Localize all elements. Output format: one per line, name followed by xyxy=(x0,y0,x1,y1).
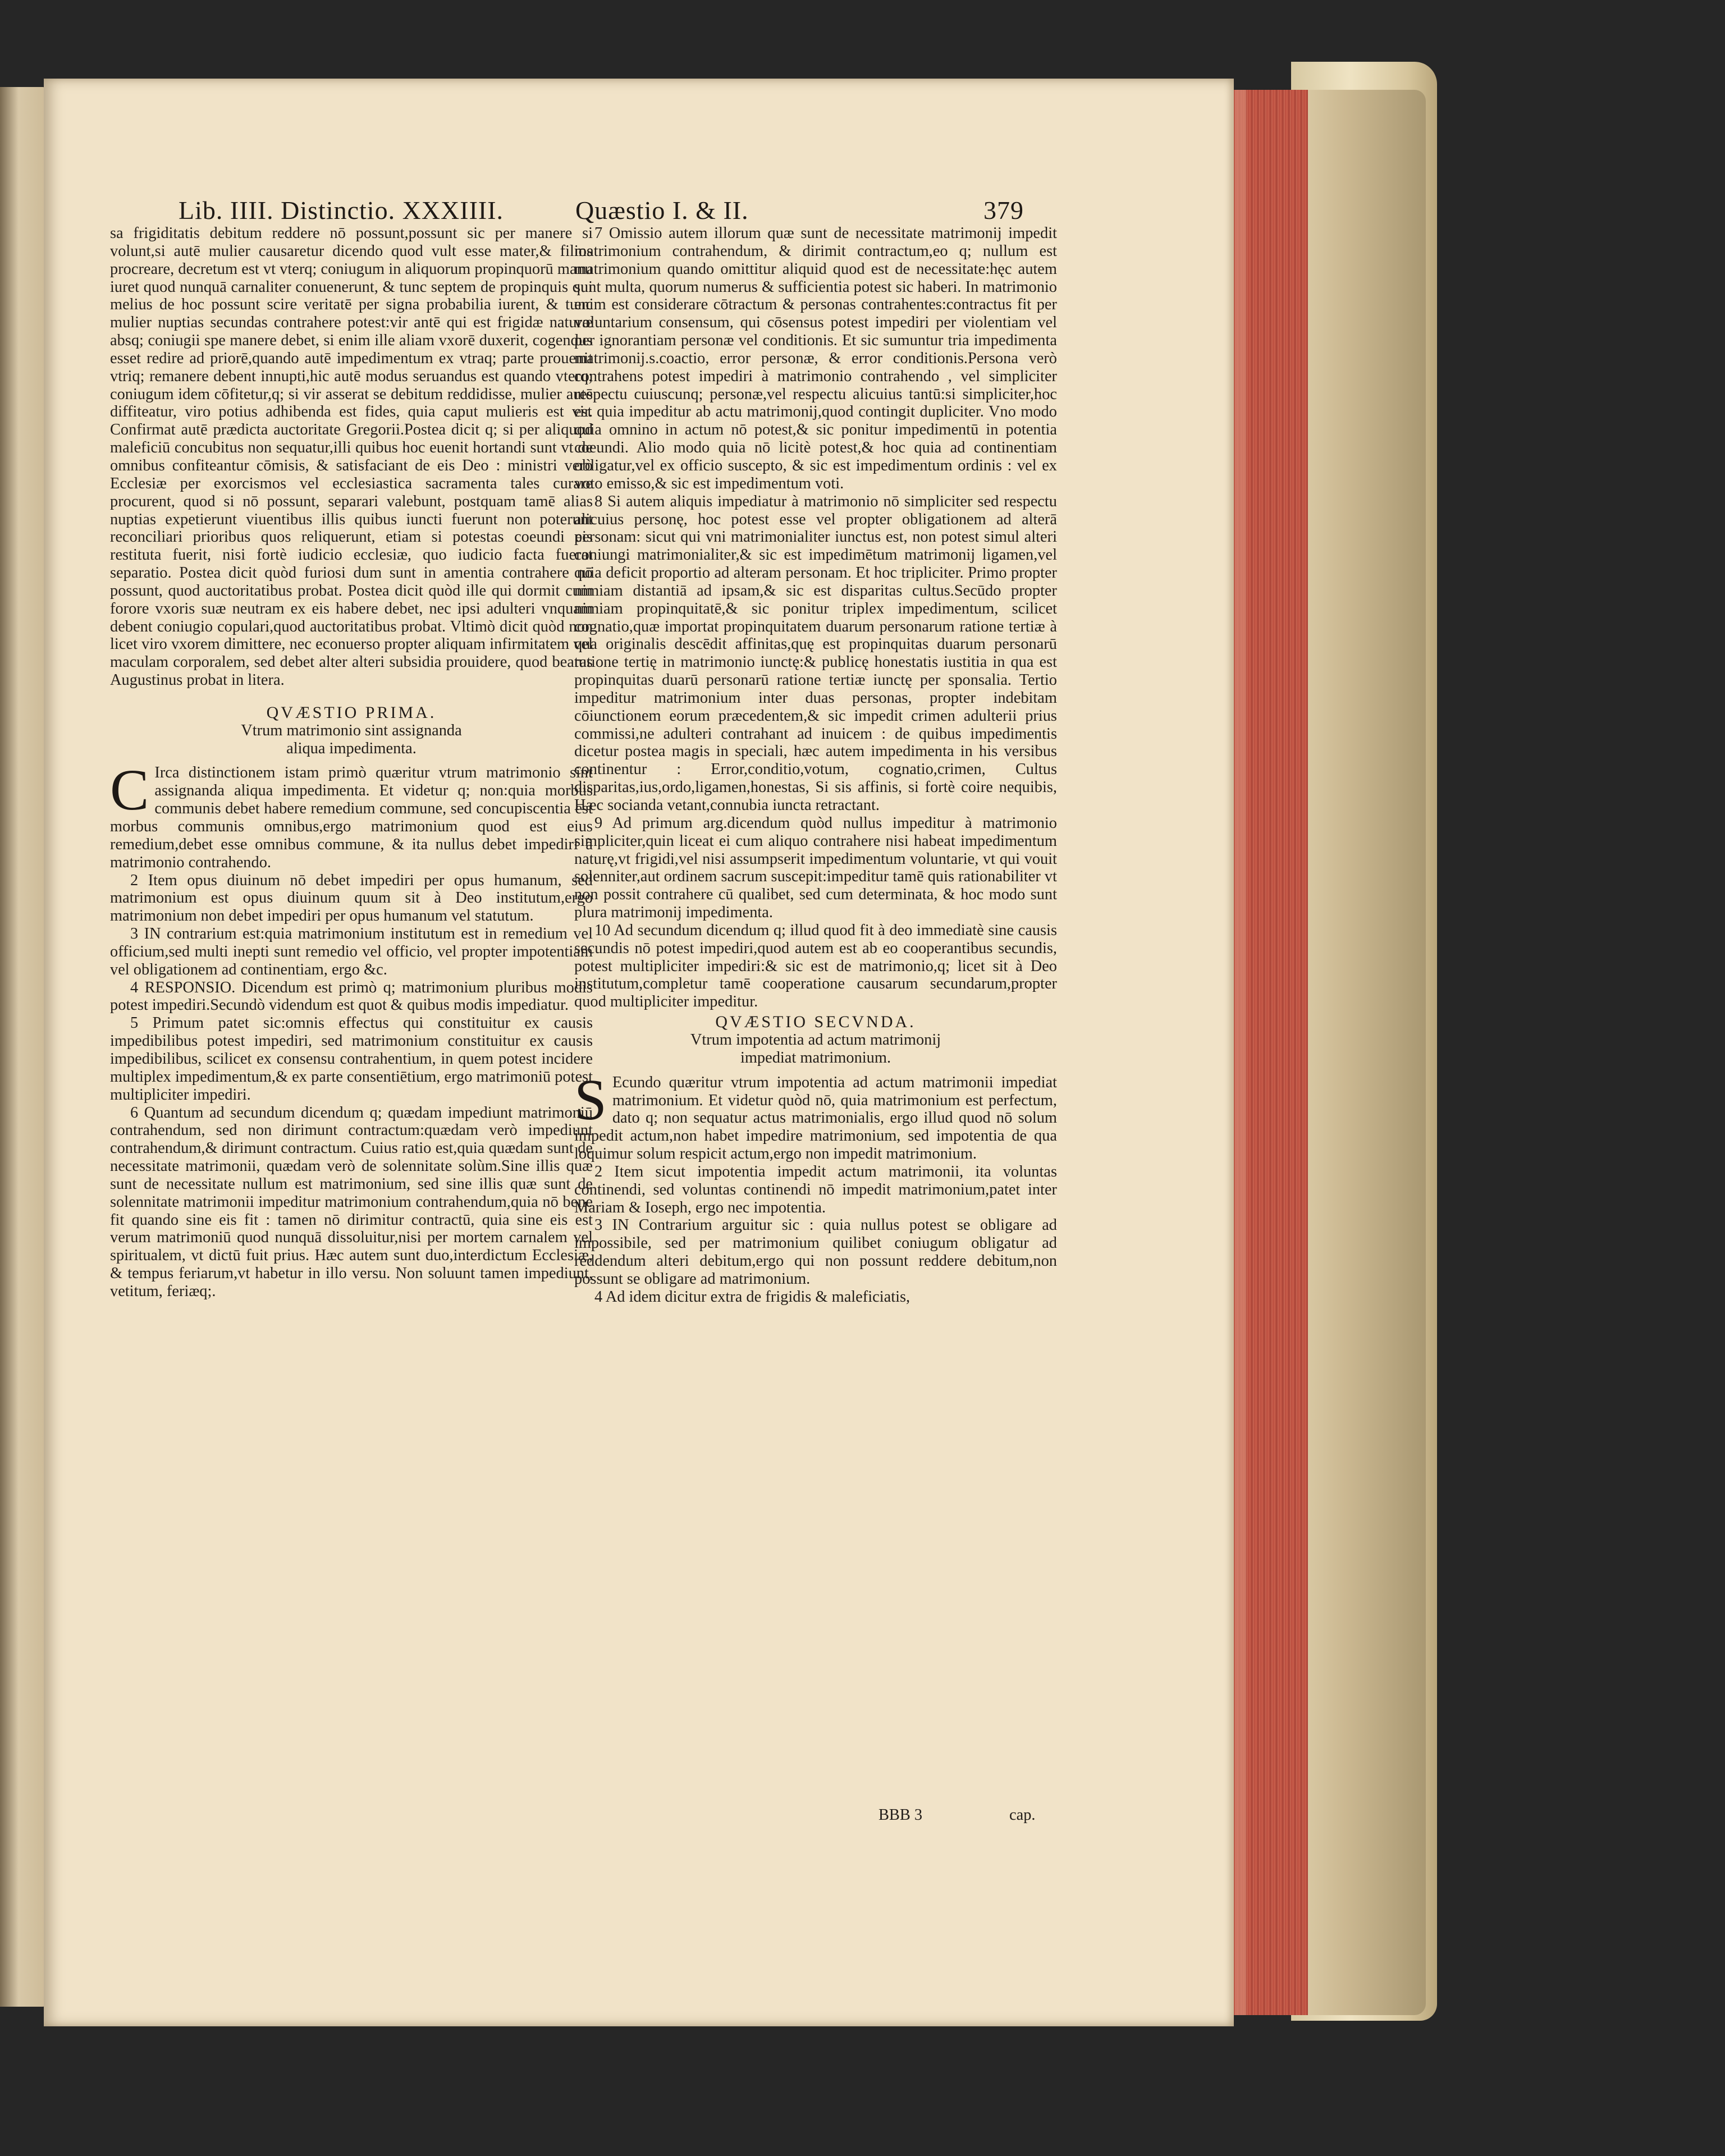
right-column xyxy=(574,225,1057,1306)
drop-capital: C xyxy=(110,758,149,823)
question-title-line: impediat matrimonium. xyxy=(740,1049,891,1066)
paragraph-text: Irca distinctionem istam primò quæritur vtrum matrimonio sint assignanda aliqua impedimenta. Et videtur q; non:quia morbus communis debet habere remedium commune, sed concupiscentia est morbus communis omnibus,ergo matrimonium quod est eius remedium,debet esse omnibus commune, & ita nullus debet impediri à matrimonio contrahendo. xyxy=(110,764,593,871)
question-title-line: Vtrum impotentia ad actum matrimonij xyxy=(690,1031,941,1049)
drop-capital: S xyxy=(574,1067,607,1132)
left-column xyxy=(110,225,593,1301)
paragraph: 3 IN Contrarium arguitur sic : quia nullus potest se obligare ad impossibile, sed per matrimonium quilibet coniugum obligatur ad reddendum alteri debitum,ergo qui non possunt reddere debitum,non possunt se obligare ad matrimonium. xyxy=(574,1216,1057,1288)
paragraph: 8 Si autem aliquis impediatur à matrimonio nō simpliciter sed respectu alicuius personę, hoc potest esse vel propter obligationem ad alterā personam: sicut qui vni matrimonialiter iunctus est, non potest simul alteri coniungi matrimonialiter,& sic est impedimētum matrimonij ligamen,vel quia deficit proportio ad alteram personam. Et hoc tripliciter. Primo propter nimiam distantiā ad ipsam,& sic est disparitas cultus.Secūdo propter nimiam propinquitatē,& sic ponitur triplex impedimentum, scilicet cognatio,quæ importat propinquitatem duarum personarum ratione tertiæ à qua originalis descēdit affinitas,quę est propinquitas duarum personarū ratione tertię in matrimonio iunctę:& publicę honestatis iustitia in qua est propinquitas duarū personarū ratione tertiæ iunctę per sponsalia. Tertio impeditur matrimonium inter duas personas, propter indebitam cōiunctionem eorum præcedentem,& sic impedit crimen adulterii prius commissi,ne adulteri contrahant ad inuicem : de quibus impedimentis dicetur postea magis in speciali, hæc autem impedimenta in his versibus continentur : Error,conditio,votum, cognatio,crimen, Cultus disparitas,ius,ordo,ligamen,honestas, Si sis affinis, si fortè coire nequibis, Hæc socianda vetant,connubia iuncta retractant. xyxy=(574,492,1057,814)
question-heading: QVÆSTIO SECVNDA. xyxy=(715,1013,916,1032)
paragraph: 5 Primum patet sic:omnis effectus qui constituitur ex causis impedibilibus potest impediri, sed matrimonium constituitur ex causis impedibilibus, scilicet ex consensu contrahentium, in quem potest incidere multiplex impedimentum,& ex parte consentiētium, ergo matrimoniū potest multipliciter impediri. xyxy=(110,1014,593,1104)
folio-number: 379 xyxy=(983,196,1024,225)
paragraph: 2 Item opus diuinum nō debet impediri per opus humanum, sed matrimonium est opus diuinum quum sit à Deo institutum,ergo matrimonium non debet impediri per opus humanum vel statutum. xyxy=(110,871,593,925)
paragraph: 4 Ad idem dicitur extra de frigidis & maleficiatis, xyxy=(594,1288,910,1306)
signature-mark: BBB 3 xyxy=(878,1806,923,1824)
question-title-line: Vtrum matrimonio sint assignanda xyxy=(241,721,462,739)
paragraph: sa frigiditatis debitum reddere nō possunt,possunt sic per manere si volunt,si autē mulier causaretur dicendo quod vult esse mater,& filios procreare, decretum est vt vterq; coniugum in aliquorum propinquorū manu iuret quod nunquā carnaliter conuenerunt, & tunc septem de propinquis qui melius de hoc possunt scire veritatē per signa probabilia iurent, & tunc mulier nuptias secundas contrahere potest:vir antē qui est frigidæ naturæ absq; coniugii spe manere debet, si enim ille aliam vxorē duxerit, cogendus esset redire ad priorē,quando autē impedimentum ex vtraq; parte prouenit vtriq; remanere debent innupti,hic autē modus seruandus est quando vterq; coniugum idem cōfitetur,q; si vir asserat se debitum reddidisse, mulier autē diffiteatur, viro potius adhibenda est fides, quia caput mulieris est vir. Confirmat autē prædicta auctoritate Gregorii.Postea dicit q; si per aliquod maleficiū concubitus non sequatur,illi quibus hoc euenit hortandi sunt vt de omnibus confiteantur cōmisis, & satisfaciant de eis Deo : ministri verò Ecclesiæ per exorcismos vel ecclesiastica sacramenta tales curare procurent, quod si nō possunt, separari valebunt, postquam tamē alias nuptias expetierunt viuentibus illis quibus iuncti fuerunt non poterunt reconciliari prioribus quos reliquerunt, etiam si potestas coeundi eis restituta fuerit, nisi fortè iudicio ecclesiæ, quo iudicio facta fuerat separatio. Postea dicit quòd furiosi dum sunt in amentia contrahere nō possunt, quod auctoritatibus probat. Postea dicit quòd ille qui dormit cum forore vxoris suæ neutram ex eis habere debet, nec ipsi adulteri vnquam debent coniugio copulari,quod auctoritatibus probat. Vltimò dicit quòd non licet viro vxorem dimittere, nec econuerso propter aliquam infirmitatem vel maculam corporalem, sed debet alter alteri subsidia prouidere, quod beatus Augustinus probat in litera. xyxy=(110,225,593,689)
paragraph: 10 Ad secundum dicendum q; illud quod fit à deo immediatè sine causis secundis nō potest impediri,quod autem est ab eo cooperantibus secundis, potest multipliciter impediri:& sic est de matrimonio,q; licet sit à Deo institutum,completur tamē cooperatione causarum secundarum,propter quod multipliciter impeditur. xyxy=(574,921,1057,1011)
paragraph xyxy=(574,1067,1057,1163)
running-head-question: Quæstio I. & II. xyxy=(575,196,749,225)
paragraph: 7 Omissio autem illorum quæ sunt de necessitate matrimonij impedit matrimonium contrahendum, & dirimit contractum,eo q; nullum est matrimonium quando omittitur aliquid quod est de necessitate:hęc autem sunt multa, quorum numerus & sufficientia potest sic haberi. In matrimonio enim est considerare cōtractum & personas contrahentes:contractus fit per voluntarium consensum, qui cōsensus potest impediri per violentiam vel per ignorantiam personæ vel conditionis. Et sic sumuntur tria impedimenta matrimonij.s.coactio, error personæ, & error conditionis.Persona verò contrahens potest impediri à matrimonio contrahendo , vel simpliciter respectu cuiuscunq; personæ,vel respectu alicuius tantū:si simpliciter,hoc est quia impeditur ab actu matrimonij,quod contingit dupliciter. Vno modo quia omnino in actum nō potest,& sic ponitur impedimentū in potentia coeundi. Alio modo quia nō licitè potest,& hoc quia ad continentiam obligatur,vel ex officio suscepto, & sic est impedimentum ordinis : vel ex voto emisso,& sic est impedimentum voti. xyxy=(574,225,1057,492)
paragraph: 6 Quantum ad secundum dicendum q; quædam impediunt matrimoniū contrahendum, sed non dirimunt contractum:quædam verò impediunt contrahendum,& dirimunt contractum. Cuius ratio est,quia quædam sunt de necessitate matrimonii, quædam verò de solennitate solùm.Sine illis quæ sunt de necessitate nullum est matrimonium, sed sine illis quæ sunt de solennitate matrimonii impeditur matrimonium contrahendum,quia nō bene fit quando sine eis fit : tamen nō dirimitur contractū, quia sine eis est verum matrimoniū quod nunquā dissoluitur,nisi per mortem carnalem vel spiritualem, vt dictū fuit prius. Hæc autem sunt duo,interdictum Ecclesiæ, & tempus feriarum,vt habetur in illo versu. Non soluunt tamen impediunt, vetitum, feriæq;. xyxy=(110,1104,593,1300)
question-title-line: aliqua impedimenta. xyxy=(286,739,417,757)
red-edge-highlight xyxy=(1235,90,1246,2015)
running-head-book: Lib. IIII. Distinctio. XXXIIII. xyxy=(179,196,504,225)
paragraph: 3 IN contrarium est:quia matrimonium institutum est in remedium vel officium,sed multi inepti sunt remedio vel officio, vel propter impotentiam vel obligationem ad continentiam, ergo &c. xyxy=(110,925,593,978)
paragraph: 2 Item sicut impotentia impedit actum matrimonii, ita voluntas continendi, sed voluntas continendi nō impedit matrimonium,patet inter Mariam & Ioseph, ergo nec impotentia. xyxy=(574,1162,1057,1216)
paragraph: 9 Ad primum arg.dicendum quòd nullus impeditur à matrimonio simpliciter,quin liceat ei cum aliquo contrahere nisi habeat impedimentum naturę,vt frigidi,vel nisi assumpserit impedimentum voluntarie, vt qui vouit solenniter,aut ordinem sacrum suscepit:impeditur tamē quis rationabiliter vt non possit contrahere cū qualibet, sed cum determinata, & hoc modo sunt plura matrimonij impedimenta. xyxy=(574,814,1057,922)
paragraph xyxy=(110,758,593,871)
facing-page-edge xyxy=(0,87,46,2007)
paragraph-text: Ecundo quæritur vtrum impotentia ad actum matrimonii impediat matrimonium. Et videtur quòd nō, quia matrimonium est perfectum, dato q; non sequatur actus matrimonialis, ergo illud quod nō solum impedit actum,non habet impedire matrimonium, sed impotentia de qua loquimur solum respicit actum,ergo non impedit matrimonium. xyxy=(574,1073,1057,1163)
catchword: cap. xyxy=(1009,1806,1036,1824)
question-heading: QVÆSTIO PRIMA. xyxy=(266,703,437,722)
paragraph: 4 RESPONSIO. Dicendum est primò q; matrimonium pluribus modis potest impediri.Secundò videndum est quot & quibus modis impediatur. xyxy=(110,978,593,1014)
